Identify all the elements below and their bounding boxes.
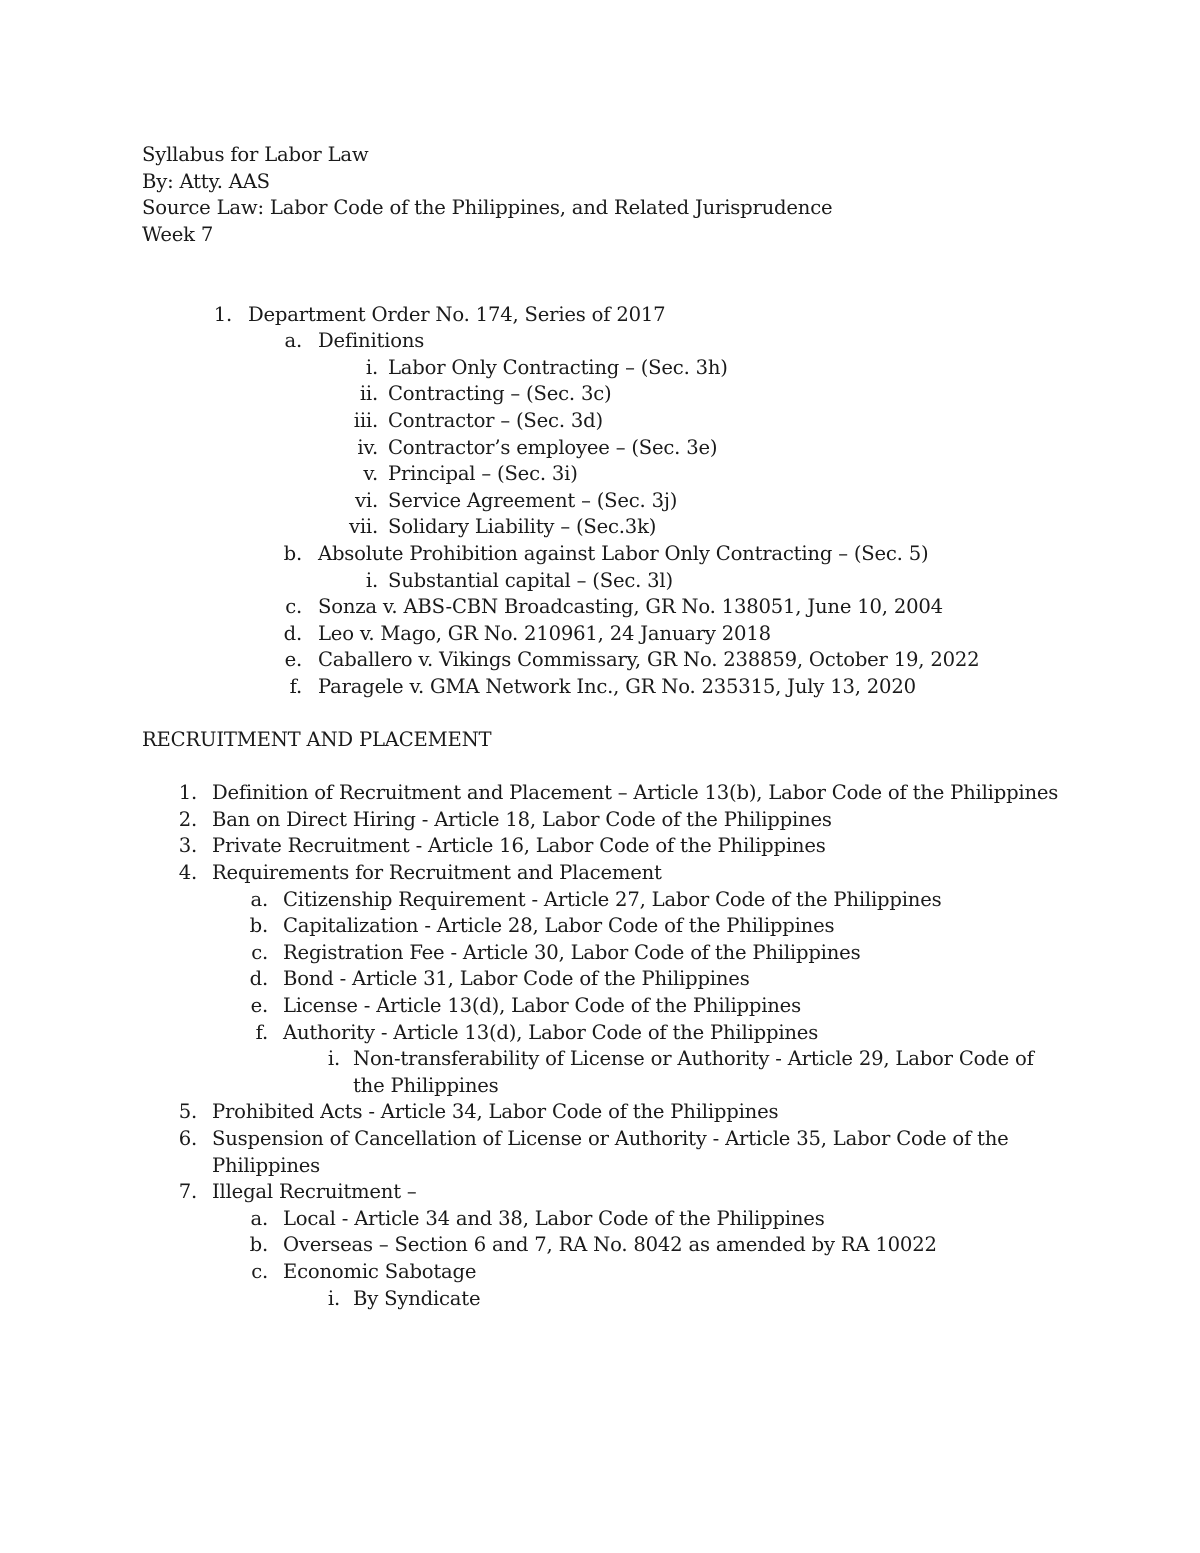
list-item-text: Solidary Liability – (Sec.3k)	[388, 515, 657, 539]
list-item-text: Economic Sabotage	[283, 1259, 477, 1283]
list-marker: i.	[327, 1286, 340, 1310]
outline-item-level-1	[0, 1179, 1066, 1206]
list-item-text: Service Agreement – (Sec. 3j)	[388, 488, 678, 512]
list-item-text: Sonza v. ABS-CBN Broadcasting, GR No. 138051, June 10, 2004	[318, 595, 943, 619]
list-item-text: Caballero v. Vikings Commissary, GR No. 238859, October 19, 2022	[318, 648, 980, 672]
list-marker: b.	[249, 914, 268, 938]
list-marker: v.	[363, 462, 378, 486]
list-marker: i.	[365, 568, 378, 592]
list-item-text: Illegal Recruitment –	[212, 1180, 417, 1204]
spacer	[0, 248, 1066, 275]
outline-item-level-1	[0, 302, 1066, 329]
outline-item-level-2	[0, 1206, 1066, 1233]
list-marker: b.	[283, 541, 302, 565]
list-marker: a.	[250, 1206, 268, 1230]
list-item-text: Overseas – Section 6 and 7, RA No. 8042 as amended by RA 10022	[283, 1233, 937, 1257]
spacer	[0, 275, 1066, 302]
list-marker: d.	[249, 967, 268, 991]
list-marker: i.	[327, 1047, 340, 1071]
outline-item-level-2	[0, 621, 1066, 648]
outline-item-level-2	[0, 1259, 1066, 1286]
list-marker: 3.	[178, 834, 197, 858]
outline-item-level-3	[0, 1286, 1066, 1313]
document-week: Week 7	[142, 222, 214, 246]
list-item-text: Registration Fee - Article 30, Labor Code of the Philippines	[283, 940, 861, 964]
list-marker: vii.	[348, 515, 378, 539]
list-item-text: Suspension of Cancellation of License or Authority - Article 35, Labor Code of the Philippines	[212, 1126, 1009, 1177]
section-2-heading: RECRUITMENT AND PLACEMENT	[142, 728, 492, 752]
list-item-text: Labor Only Contracting – (Sec. 3h)	[388, 355, 728, 379]
spacer	[0, 754, 1066, 781]
outline-item-level-2	[0, 940, 1066, 967]
outline-item-level-2	[0, 887, 1066, 914]
list-item-text: Principal – (Sec. 3i)	[388, 462, 578, 486]
list-marker: ii.	[359, 382, 378, 406]
document-title: Syllabus for Labor Law	[142, 143, 369, 166]
list-marker: 4.	[178, 861, 197, 885]
list-marker: 6.	[178, 1126, 197, 1150]
document-page	[0, 142, 1066, 1312]
list-marker: 5.	[178, 1100, 197, 1124]
outline-item-level-1	[0, 780, 1066, 807]
list-item-text: Contractor’s employee – (Sec. 3e)	[388, 435, 718, 459]
list-marker: e.	[250, 994, 268, 1017]
list-item-text: License - Article 13(d), Labor Code of the Philippines	[283, 994, 801, 1017]
list-item-text: Authority - Article 13(d), Labor Code of the Philippines	[283, 1020, 819, 1044]
list-item-text: Contracting – (Sec. 3c)	[388, 382, 612, 406]
list-item-text: Contractor – (Sec. 3d)	[388, 408, 603, 432]
list-marker: 1.	[178, 781, 197, 805]
outline-item-level-3	[0, 1046, 1066, 1099]
outline-item-level-2	[0, 594, 1066, 621]
list-marker: b.	[249, 1233, 268, 1257]
outline-item-level-2	[0, 1232, 1066, 1259]
list-marker: 7.	[178, 1180, 197, 1204]
list-item-text: Paragele v. GMA Network Inc., GR No. 235315, July 13, 2020	[318, 674, 916, 698]
outline-item-level-3	[0, 488, 1066, 515]
list-item-text: Prohibited Acts - Article 34, Labor Code of the Philippines	[212, 1100, 779, 1124]
outline-item-level-2	[0, 913, 1066, 940]
outline-item-level-1	[0, 1126, 1066, 1179]
list-item-text: Department Order No. 174, Series of 2017	[248, 302, 666, 326]
list-marker: f.	[255, 1020, 268, 1044]
list-marker: 2.	[178, 807, 197, 831]
outline-item-level-3	[0, 408, 1066, 435]
outline-item-level-3	[0, 381, 1066, 408]
outline-item-level-3	[0, 355, 1066, 382]
list-marker: c.	[251, 1259, 268, 1283]
list-item-text: Substantial capital – (Sec. 3l)	[388, 568, 673, 592]
list-marker: 1.	[213, 302, 232, 326]
outline-item-level-3	[0, 568, 1066, 595]
list-marker: iii.	[353, 408, 378, 432]
outline-item-level-3	[0, 435, 1066, 462]
outline-item-level-1	[0, 807, 1066, 834]
list-marker: d.	[283, 621, 302, 645]
list-item-text: Non-transferability of License or Authority - Article 29, Labor Code of the Philippines	[353, 1047, 1034, 1097]
outline-item-level-1	[0, 860, 1066, 887]
outline-item-level-1	[0, 833, 1066, 860]
list-marker: c.	[251, 940, 268, 964]
outline-item-level-2	[0, 328, 1066, 355]
outline-item-level-2	[0, 541, 1066, 568]
outline-item-level-2	[0, 674, 1066, 701]
list-item-text: Definitions	[318, 329, 425, 353]
list-marker: i.	[365, 355, 378, 379]
outline-item-level-3	[0, 461, 1066, 488]
list-item-text: Definition of Recruitment and Placement – Article 13(b), Labor Code of the Philippines	[212, 781, 1059, 805]
outline-item-level-2	[0, 1020, 1066, 1047]
list-marker: a.	[284, 329, 302, 353]
list-item-text: Leo v. Mago, GR No. 210961, 24 January 2018	[318, 621, 771, 645]
list-item-text: Citizenship Requirement - Article 27, Labor Code of the Philippines	[283, 887, 942, 911]
list-item-text: Capitalization - Article 28, Labor Code of the Philippines	[283, 914, 835, 938]
list-marker: e.	[284, 648, 302, 672]
list-item-text: Requirements for Recruitment and Placement	[212, 861, 662, 885]
list-item-text: Bond - Article 31, Labor Code of the Philippines	[283, 967, 750, 991]
list-marker: vi.	[355, 488, 378, 512]
list-item-text: Absolute Prohibition against Labor Only Contracting – (Sec. 5)	[318, 541, 929, 565]
outline-item-level-3	[0, 514, 1066, 541]
list-marker: a.	[250, 887, 268, 911]
list-item-text: By Syndicate	[353, 1286, 481, 1310]
list-item-text: Ban on Direct Hiring - Article 18, Labor Code of the Philippines	[212, 807, 832, 831]
outline-item-level-1	[0, 1099, 1066, 1126]
outline-item-level-2	[0, 993, 1066, 1020]
document-author: By: Atty. AAS	[142, 169, 270, 193]
list-marker: c.	[285, 595, 302, 619]
section-1-outline	[0, 302, 1066, 701]
document-source: Source Law: Labor Code of the Philippines, and Related Jurisprudence	[142, 196, 833, 220]
outline-item-level-2	[0, 966, 1066, 993]
spacer	[0, 700, 1066, 727]
list-marker: f.	[289, 674, 302, 698]
list-marker: iv.	[357, 435, 378, 459]
section-2-outline	[0, 780, 1066, 1312]
list-item-text: Private Recruitment - Article 16, Labor Code of the Philippines	[212, 834, 826, 858]
list-item-text: Local - Article 34 and 38, Labor Code of the Philippines	[283, 1206, 825, 1230]
outline-item-level-2	[0, 647, 1066, 674]
